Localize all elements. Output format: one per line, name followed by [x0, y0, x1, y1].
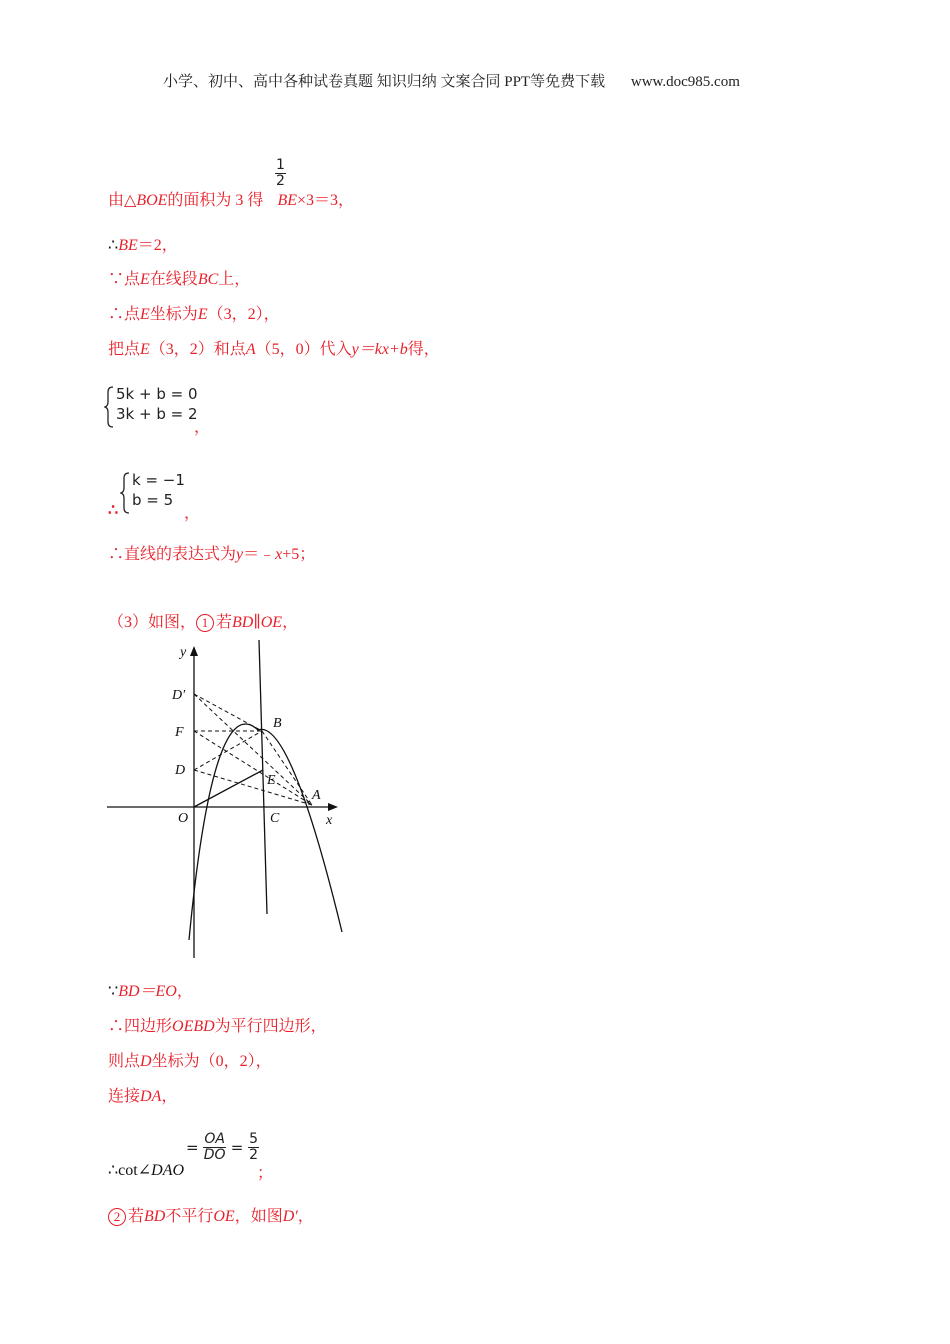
header-banner	[163, 70, 740, 91]
line-d-coordinates	[108, 1048, 272, 1071]
text: 在线段	[149, 271, 198, 288]
x-axis-arrow-icon	[328, 803, 338, 811]
fraction-numerator: OA	[204, 1131, 225, 1147]
text: 上，	[218, 271, 251, 288]
line-bd-eq-eo	[108, 978, 193, 1001]
equation-row: 3k + b = 2	[116, 405, 198, 423]
text: 得，	[407, 341, 440, 358]
text: ，	[194, 419, 211, 436]
segment-oe	[194, 770, 263, 807]
parabola	[189, 724, 342, 940]
text: y	[236, 546, 244, 563]
text: E	[140, 271, 150, 288]
text: BOE	[136, 192, 168, 209]
text: ，	[297, 1208, 314, 1225]
text: BE	[118, 237, 138, 254]
brace-icon	[120, 472, 132, 514]
text: +5；	[282, 546, 316, 563]
line-connect-da	[108, 1083, 177, 1106]
line-area-boe	[108, 187, 354, 210]
line-substitute	[108, 336, 440, 359]
dashed-b-a	[262, 731, 312, 805]
text: ∥	[253, 614, 261, 631]
text: OEBD	[172, 1018, 215, 1035]
label-f: F	[175, 725, 184, 740]
text: ∴直线的表达式为	[108, 546, 237, 563]
geometry-figure	[100, 638, 360, 963]
therefore-symbol: ∴	[108, 237, 119, 254]
dashed-f-a	[194, 731, 312, 805]
equation-row: k = −1	[132, 471, 185, 489]
text: 若	[128, 1208, 145, 1225]
text: 坐标为（0，2），	[151, 1053, 272, 1070]
label-x: x	[326, 813, 333, 828]
line-case-2	[108, 1203, 314, 1226]
line-be-equals-2	[108, 232, 178, 255]
text: =	[230, 1138, 244, 1157]
fraction-numerator: 5	[249, 1131, 259, 1147]
line-e-coordinates	[108, 301, 280, 324]
text: 不平行	[165, 1208, 214, 1225]
label-e: E	[267, 773, 276, 788]
label-c: C	[270, 811, 280, 826]
text: 若	[216, 614, 233, 631]
text: 的面积为 3 得	[167, 192, 264, 209]
text: 则点	[108, 1053, 141, 1070]
line-parallelogram	[108, 1013, 327, 1036]
fraction-oa-do	[203, 1132, 226, 1163]
text: ，	[184, 505, 201, 522]
text: E	[140, 341, 150, 358]
label-b: B	[273, 716, 282, 731]
text: DAO	[151, 1162, 185, 1179]
text: ∴cot∠	[108, 1162, 152, 1179]
label-y: y	[180, 645, 187, 660]
equation-row: 5k + b = 0	[116, 385, 198, 403]
text: x	[275, 546, 283, 563]
header-url[interactable]: www.doc985.com	[630, 74, 740, 90]
text: ＝2，	[137, 237, 178, 254]
text: ，	[161, 1088, 178, 1105]
header-text: 小学、初中、高中各种试卷真题 知识归纳 文案合同 PPT等免费下载	[163, 74, 606, 90]
fraction-denominator: 2	[276, 173, 285, 189]
text: E	[197, 306, 208, 323]
therefore-symbol: ∴	[108, 502, 119, 519]
line-point-e-on-bc	[108, 266, 250, 289]
equation-row: b = 5	[132, 491, 174, 509]
text: ；	[257, 1165, 274, 1182]
because-symbol: ∵	[108, 983, 119, 1000]
line-bc	[259, 640, 267, 914]
cot-formula	[186, 1132, 259, 1163]
circled-number: 1	[196, 614, 214, 632]
fraction-denominator: 2	[249, 1147, 259, 1163]
text: ∴点	[108, 306, 141, 323]
dashed-dp-b	[194, 694, 262, 731]
text: D′	[282, 1208, 298, 1225]
text: 为平行四边形，	[214, 1018, 327, 1035]
label-o: O	[178, 811, 189, 826]
line-part3	[108, 609, 298, 632]
text: D	[140, 1053, 152, 1070]
text: （3）如图，	[108, 614, 197, 631]
fraction-one-half	[275, 158, 286, 189]
text: 连接	[108, 1088, 141, 1105]
text: （3，2），	[207, 306, 280, 323]
text: 把点	[108, 341, 141, 358]
text: DA	[140, 1088, 162, 1105]
text: BE	[277, 192, 297, 209]
text: 坐标为	[149, 306, 198, 323]
text: （5，0）代入	[255, 341, 352, 358]
line-cot	[108, 1160, 184, 1180]
text: ，如图	[234, 1208, 283, 1225]
text: A	[245, 341, 256, 358]
text: ，	[282, 614, 299, 631]
text: ×3＝3，	[296, 192, 355, 209]
text: OE	[213, 1208, 235, 1225]
text: BC	[197, 271, 219, 288]
label-a: A	[312, 788, 321, 803]
dashed-dp-a	[194, 694, 312, 805]
text: ＝﹣	[243, 546, 276, 563]
fraction-denominator: DO	[203, 1147, 226, 1163]
text: ，	[176, 983, 193, 1000]
fraction-five-halves	[248, 1132, 259, 1163]
text: BD	[232, 614, 254, 631]
label-d-prime: D′	[172, 688, 186, 703]
fraction-numerator: 1	[276, 157, 285, 173]
text: BD	[144, 1208, 166, 1225]
text: E	[140, 306, 150, 323]
text: BD＝EO	[118, 983, 177, 1000]
line-expression	[108, 541, 315, 564]
label-d: D	[175, 763, 186, 778]
dashed-lines	[194, 694, 312, 805]
text: （3，2）和点	[149, 341, 246, 358]
text: ∵点	[108, 271, 141, 288]
text: OE	[260, 614, 283, 631]
text: =	[186, 1138, 199, 1157]
brace-icon	[104, 386, 116, 428]
circled-number: 2	[108, 1208, 126, 1226]
text: 由△	[108, 192, 137, 209]
text: ∴四边形	[108, 1018, 173, 1035]
dashed-d-b	[194, 731, 262, 770]
y-axis-arrow-icon	[190, 646, 198, 656]
text: y＝kx+b	[351, 341, 408, 358]
